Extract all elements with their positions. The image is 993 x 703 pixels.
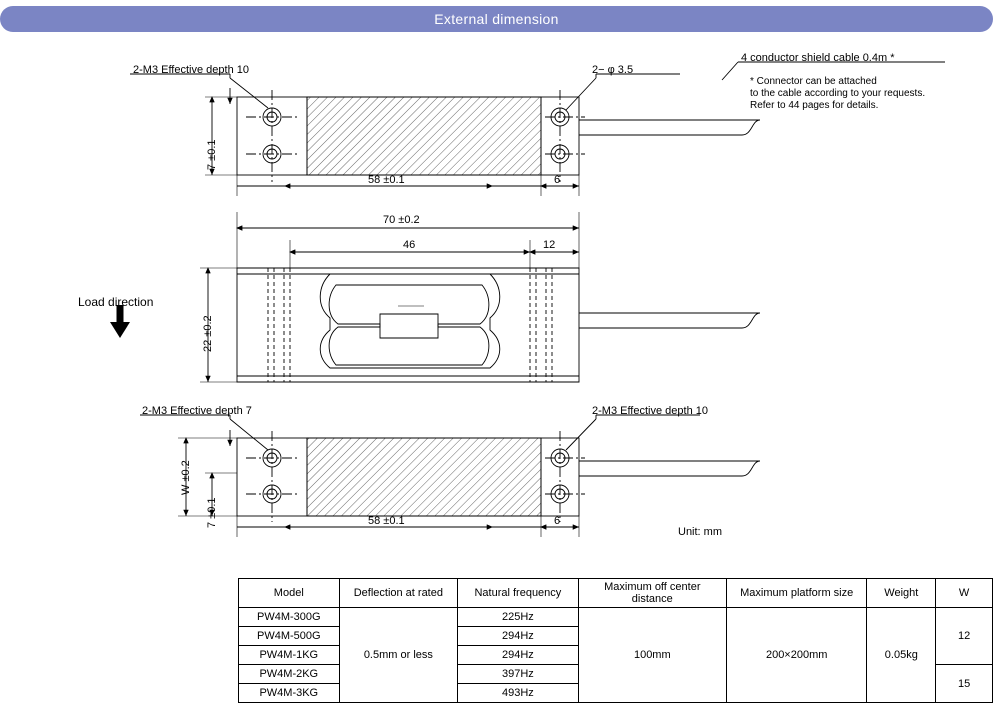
label-cable-note-2: to the cable according to your requests. [750, 88, 926, 99]
th-weight: Weight [867, 579, 936, 608]
dim-46: 46 [403, 239, 416, 251]
cell-frequency: 397Hz [458, 665, 579, 684]
cell-frequency: 225Hz [458, 608, 579, 627]
cell-weight: 0.05kg [867, 608, 936, 703]
dim-6-bottom: 6 [554, 515, 561, 527]
cell-w-top: 12 [936, 608, 993, 665]
label-phi-3-5: 2− φ 3.5 [592, 64, 634, 76]
page-title: External dimension [434, 11, 559, 27]
label-m3-depth7: 2-M3 Effective depth 7 [142, 405, 252, 417]
cell-model: PW4M-1KG [239, 646, 340, 665]
cell-w-bottom: 15 [936, 665, 993, 703]
th-frequency: Natural frequency [458, 579, 579, 608]
label-cable: 4 conductor shield cable 0.4m * [741, 52, 895, 64]
cell-frequency: 294Hz [458, 646, 579, 665]
spec-table [238, 578, 993, 703]
dim-70: 70 ±0.2 [383, 214, 420, 226]
dim-58-top: 58 ±0.1 [368, 174, 405, 186]
cell-frequency: 294Hz [458, 627, 579, 646]
dim-22: 22 ±0.2 [202, 315, 214, 352]
dim-7-top: 7 ±0.1 [206, 139, 218, 170]
label-m3-depth10-bottom: 2-M3 Effective depth 10 [592, 405, 708, 417]
th-deflection: Deflection at rated [339, 579, 458, 608]
label-cable-note-1: * Connector can be attached [750, 76, 877, 87]
label-load-direction: Load direction [78, 295, 154, 309]
th-platform: Maximum platform size [726, 579, 866, 608]
cell-off-center: 100mm [578, 608, 726, 703]
th-w: W [936, 579, 993, 608]
cell-model: PW4M-3KG [239, 684, 340, 703]
dim-58-bottom: 58 ±0.1 [368, 515, 405, 527]
th-off-center: Maximum off center distance [578, 579, 726, 608]
cell-deflection: 0.5mm or less [339, 608, 458, 703]
dim-6-top: 6 [554, 174, 561, 186]
th-model: Model [239, 579, 340, 608]
label-unit: Unit: mm [678, 526, 722, 538]
dim-7-bottom: 7 ±0.1 [206, 497, 218, 528]
cell-model: PW4M-300G [239, 608, 340, 627]
cell-frequency: 493Hz [458, 684, 579, 703]
load-direction-arrow [110, 305, 130, 338]
label-m3-depth10-top: 2-M3 Effective depth 10 [133, 64, 249, 76]
dim-W: W ±0.2 [180, 460, 192, 495]
cell-platform: 200×200mm [726, 608, 866, 703]
cell-model: PW4M-2KG [239, 665, 340, 684]
label-cable-note-3: Refer to 44 pages for details. [750, 100, 879, 111]
dim-12: 12 [543, 239, 556, 251]
cell-model: PW4M-500G [239, 627, 340, 646]
table-row [239, 608, 993, 627]
table-header-row [239, 579, 993, 608]
